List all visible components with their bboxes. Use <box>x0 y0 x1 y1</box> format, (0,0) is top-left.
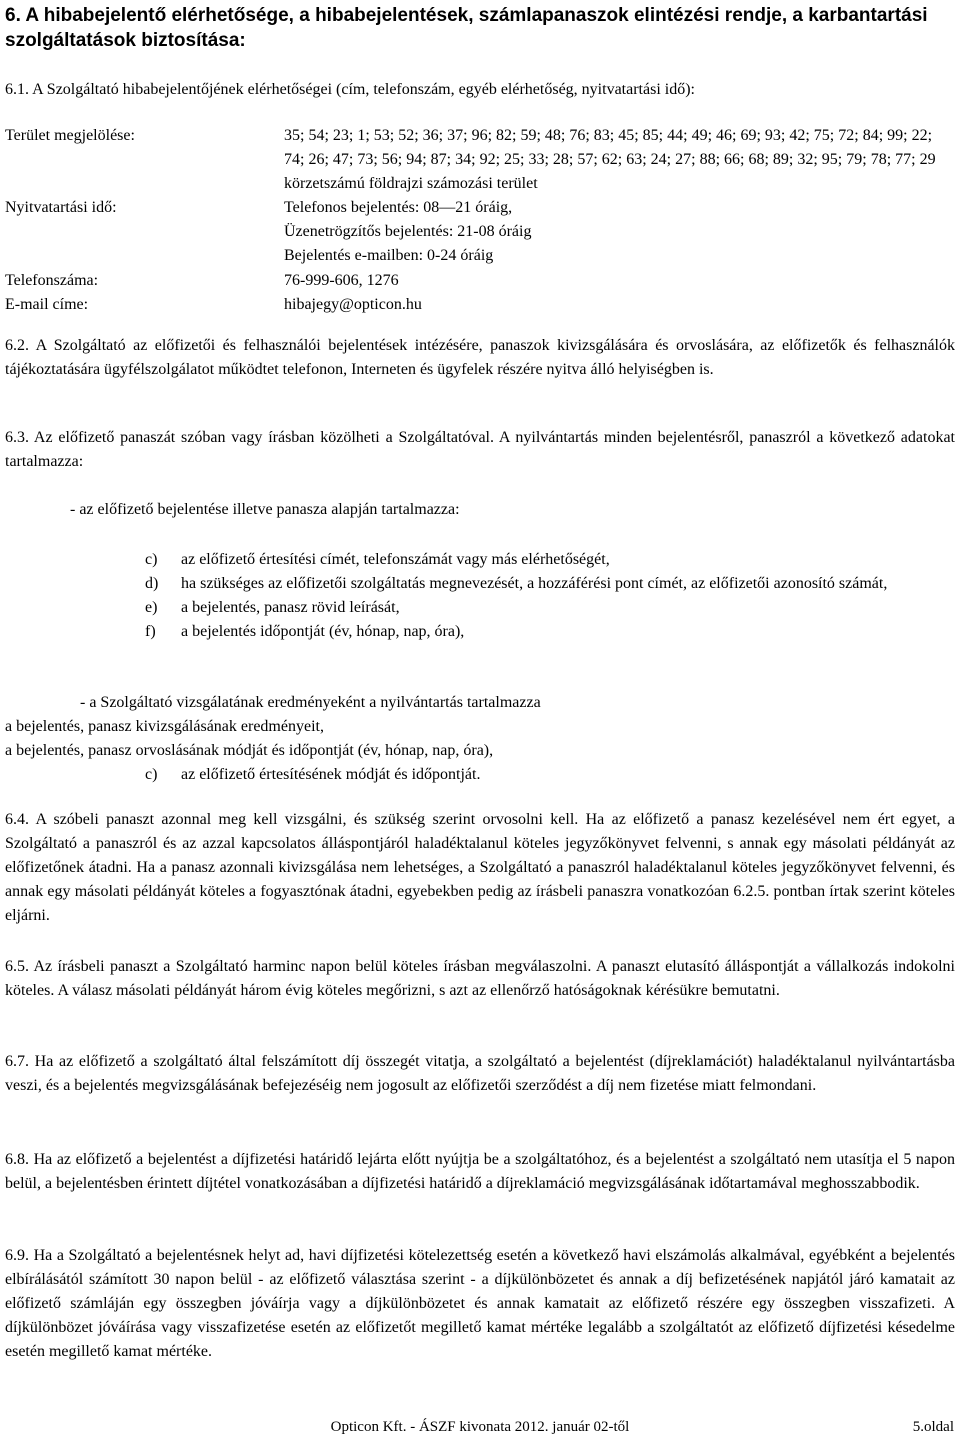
email-value[interactable]: hibajegy@opticon.hu <box>284 295 422 313</box>
list-text: a bejelentés, panasz rövid leírását, <box>181 599 400 617</box>
result-line-2: a bejelentés, panasz orvoslásának módját és időpontját (év, hónap, nap, óra), <box>5 742 494 759</box>
section-6-9: 6.9. Ha a Szolgáltató a bejelentésnek helyt ad, havi díjfizetési kötelezettség esetén a következő havi elszámolás alkalmával, egyébként a bejelentés elbírálásától számított 30 napon belül - az előfizető választása szerint - a díjkülönbözetet és annak a díj befizetésének napjától járó kamatait az előfizető számláján egy összegben jóváírja vagy a díjkülönbözetet és annak kamatait az előfizető részére egy összegben visszafizeti. A díjkülönbözet jóváírása vagy visszafizetése esetén az előfizetőt megillető kamat mértéke legalább a szolgáltatót az előfizető díjfizetési késedelme esetén megillető kamat mértéke. <box>5 1247 955 1361</box>
list-marker: d) <box>145 575 159 593</box>
phone-row <box>5 269 955 293</box>
result-line-3 <box>145 763 955 787</box>
list-item <box>145 572 955 596</box>
hours-values <box>284 196 955 268</box>
phone-label: Telefonszáma: <box>5 271 99 289</box>
area-value: 35; 54; 23; 1; 53; 52; 36; 37; 96; 82; 59; 48; 76; 83; 45; 85; 44; 49; 46; 69; 93; 42; 75; 72; 84; 99; 22; 74; 26; 47; 73; 56; 94; 87; 34; 92; 25; 33; 28; 57; 62; 63; 24; 27; 88; 66; 68; 89; 32; 95; 79; 78; 77; 29 körzetszámú földrajzi számozási terület <box>284 127 936 193</box>
list-item <box>145 620 955 644</box>
section-heading: 6. A hibabejelentő elérhetősége, a hibabejelentések, számlapanaszok elintézési rendje, a karbantartási szolgáltatások biztosítása: <box>5 5 928 51</box>
hours-phone: Telefonos bejelentés: 08—21 óráig, <box>284 199 513 217</box>
section-6-5: 6.5. Az írásbeli panaszt a Szolgáltató harminc napon belül köteles írásban megválaszolni. A panaszt elutasító álláspontját a vállalkozás indokolni köteles. A válasz másolati példányát három évig köteles megőrizni, s azt az ellenőrző hatóságoknak kérésükre bemutatni. <box>5 958 955 1000</box>
list-text: az előfizető értesítésének módját és időpontját. <box>181 766 481 783</box>
hours-email: Bejelentés e-mailben: 0-24 óráig <box>284 247 494 265</box>
email-label: E-mail címe: <box>5 295 89 313</box>
hours-voicemail: Üzenetrögzítős bejelentés: 21-08 óráig <box>284 223 532 241</box>
list-text: ha szükséges az előfizetői szolgáltatás megnevezését, a hozzáférési pont címét, az előfizetői azonosító számát, <box>181 575 888 593</box>
hours-row <box>5 196 955 268</box>
page-number: 5.oldal <box>912 1419 954 1435</box>
contact-info-block <box>5 124 955 317</box>
complaint-list <box>145 548 955 644</box>
section-6-4: 6.4. A szóbeli panaszt azonnal meg kell vizsgálni, és szükség szerint orvosolni kell. Ha az előfizető a panasz kezelésével nem ért egyet, a Szolgáltató a panaszról és az azzal kapcsolatos álláspontjáról haladéktalanul köteles jegyzőkönyvet felvenni, s annak egy másolati példányát az előfizetőnek átadni. Ha a panasz azonnali kivizsgálása nem lehetséges, a Szolgáltató a panaszról haladéktalanul köteles jegyzőkönyvet felvenni, és annak egy másolati példányát köteles a fogyasztónak átadni, egyebekben pedig az írásbeli panaszra vonatkozóan 6.2.5. pontban írtak szerint köteles eljárni. <box>5 811 955 925</box>
list-marker: c) <box>145 766 158 783</box>
area-label: Terület megjelölése: <box>5 127 135 144</box>
email-row <box>5 293 955 317</box>
list-marker: e) <box>145 599 158 617</box>
area-row <box>5 124 955 196</box>
footer-title: Opticon Kft. - ÁSZF kivonata 2012. január 02-től <box>330 1419 630 1435</box>
section-6-1-intro: 6.1. A Szolgáltató hibabejelentőjének elérhetőségei (cím, telefonszám, egyéb elérhetőség, nyitvatartási idő): <box>5 81 695 98</box>
list-item <box>145 548 955 572</box>
list-marker: c) <box>145 551 158 568</box>
hours-label: Nyitvatartási idő: <box>5 199 117 217</box>
list-item <box>145 596 955 620</box>
section-6-7: 6.7. Ha az előfizető a szolgáltató által felszámított díj összegét vitatja, a szolgáltató a bejelentést (díjreklamációt) haladéktalanul nyilvántartásba veszi, és a bejelentés megvizsgálásának befejezéséig nem jogosult az előfizetői szerződést a díj nem fizetése miatt felmondani. <box>5 1053 955 1095</box>
complaint-dash-2: - a Szolgáltató vizsgálatának eredményeként a nyilvántartás tartalmazza <box>80 694 541 711</box>
section-6-2: 6.2. A Szolgáltató az előfizetői és felhasználói bejelentések intézésére, panaszok kivizsgálására és orvoslására, az előfizetők és felhasználók tájékoztatására ügyfélszolgálatot működtet telefonon, Interneten és ügyfelek részére nyitva álló helyiségben is. <box>5 337 955 379</box>
list-marker: f) <box>145 623 156 641</box>
list-text: az előfizető értesítési címét, telefonszámát vagy más elérhetőségét, <box>181 551 610 568</box>
complaint-dash-1: - az előfizető bejelentése illetve panasza alapján tartalmazza: <box>70 501 460 518</box>
page-footer <box>0 1417 960 1437</box>
result-line-1: a bejelentés, panasz kivizsgálásának eredményeit, <box>5 718 324 735</box>
section-6-8: 6.8. Ha az előfizető a bejelentést a díjfizetési határidő lejárta előtt nyújtja be a szolgáltatóhoz, és a bejelentést a szolgáltató nem utasítja el 5 napon belül, a bejelentésben érintett díjtétel vonatkozásában a díjfizetési határidő a díjreklamáció megvizsgálásának időtartamával meghosszabbodik. <box>5 1151 955 1193</box>
section-6-3: 6.3. Az előfizető panaszát szóban vagy írásban közölheti a Szolgáltatóval. A nyilvántartás minden bejelentésről, panaszról a következő adatokat tartalmazza: <box>5 429 955 471</box>
list-text: a bejelentés időpontját (év, hónap, nap, óra), <box>181 623 465 641</box>
phone-value: 76-999-606, 1276 <box>284 271 399 289</box>
